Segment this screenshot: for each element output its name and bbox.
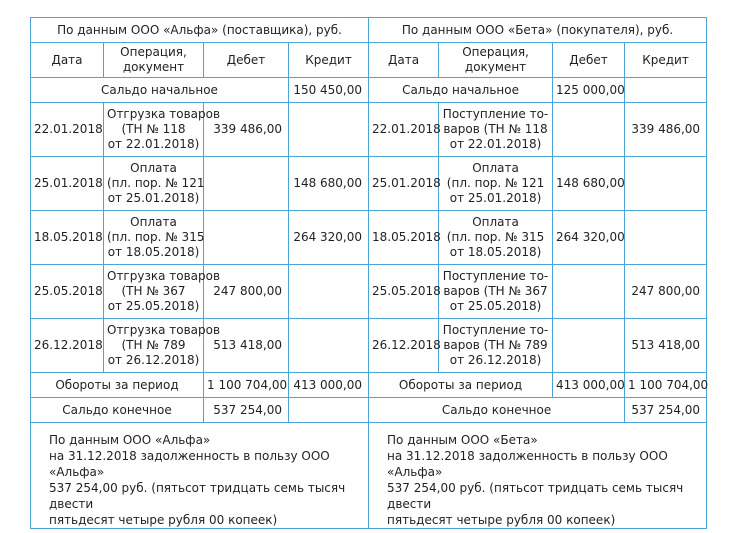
left-date: 22.01.2018 [31, 103, 104, 157]
left-opening-credit: 150 450,00 [289, 78, 369, 103]
operation-line: Отгрузка товаров [107, 107, 221, 121]
left-closing-debit: 537 254,00 [204, 398, 289, 423]
operation-line: Оплата [130, 161, 177, 175]
conclusion-line: 537 254,00 руб. (пятьсот тридцать семь тысяч двести [49, 481, 346, 511]
operation-line: от 18.05.2018) [107, 245, 200, 259]
operation-line: Поступление то- [442, 269, 549, 283]
right-debit: 148 680,00 [553, 157, 625, 211]
right-opening-credit [625, 78, 707, 103]
operation-header-line: документ [464, 60, 527, 74]
right-closing-label: Сальдо конечное [369, 398, 625, 423]
operation-line: варов (ТН № 789 [443, 338, 548, 352]
operation-line: от 25.01.2018) [107, 191, 200, 205]
operation-row [31, 319, 707, 373]
conclusion-line: По данным ООО «Бета» [387, 433, 538, 447]
operation-row [31, 103, 707, 157]
left-debit: 339 486,00 [204, 103, 289, 157]
left-credit: 264 320,00 [289, 211, 369, 265]
operation-line: Оплата [472, 215, 519, 229]
operation-line: от 25.05.2018) [107, 299, 200, 313]
conclusion-line: на 31.12.2018 задолженность в пользу ООО «Альфа» [49, 449, 330, 479]
left-credit [289, 103, 369, 157]
left-credit: 148 680,00 [289, 157, 369, 211]
operation-line: от 26.12.2018) [107, 353, 200, 367]
right-debit-header: Дебет [553, 43, 625, 78]
right-turnover-credit: 1 100 704,00 [625, 373, 707, 398]
right-debit [553, 265, 625, 319]
right-operation [439, 319, 553, 373]
closing-balance-row [31, 398, 707, 423]
operation-row [31, 157, 707, 211]
right-operation [439, 211, 553, 265]
operation-line: Оплата [130, 215, 177, 229]
left-closing-credit [289, 398, 369, 423]
operation-line: от 22.01.2018) [449, 137, 542, 151]
right-credit: 339 486,00 [625, 103, 707, 157]
left-date: 18.05.2018 [31, 211, 104, 265]
operation-line: варов (ТН № 118 [443, 122, 548, 136]
right-debit [553, 103, 625, 157]
left-date-header: Дата [31, 43, 104, 78]
left-date: 26.12.2018 [31, 319, 104, 373]
operation-line: Отгрузка товаров [107, 323, 221, 337]
left-credit [289, 319, 369, 373]
operation-line: (ТН № 367 [121, 284, 186, 298]
operation-line: Оплата [472, 161, 519, 175]
left-operation [104, 157, 204, 211]
operation-line: (ТН № 789 [121, 338, 186, 352]
right-credit-header: Кредит [625, 43, 707, 78]
operation-line: от 18.05.2018) [449, 245, 542, 259]
right-date: 26.12.2018 [369, 319, 439, 373]
right-credit: 247 800,00 [625, 265, 707, 319]
operation-line: (пл. пор. № 121 [446, 176, 545, 190]
right-credit [625, 157, 707, 211]
left-date: 25.01.2018 [31, 157, 104, 211]
operation-line: (пл. пор. № 121 [107, 176, 205, 190]
operation-line: Поступление то- [442, 323, 549, 337]
right-opening-debit: 125 000,00 [553, 78, 625, 103]
right-date: 25.05.2018 [369, 265, 439, 319]
operation-line: от 22.01.2018) [107, 137, 200, 151]
right-operation [439, 103, 553, 157]
left-debit-header: Дебет [204, 43, 289, 78]
conclusion-row [31, 423, 707, 529]
right-operation-header [439, 43, 553, 78]
operation-line: варов (ТН № 367 [443, 284, 548, 298]
reconciliation-table [30, 17, 707, 529]
operation-line: (ТН № 118 [121, 122, 186, 136]
right-opening-label: Сальдо начальное [369, 78, 553, 103]
section-header-row [31, 18, 707, 43]
right-date: 18.05.2018 [369, 211, 439, 265]
conclusion-line: на 31.12.2018 задолженность в пользу ООО «Альфа» [387, 449, 668, 479]
operation-header-line: Операция, [462, 45, 529, 59]
right-credit [625, 211, 707, 265]
operation-line: от 26.12.2018) [449, 353, 542, 367]
right-date: 22.01.2018 [369, 103, 439, 157]
operation-row [31, 211, 707, 265]
right-closing-credit: 537 254,00 [625, 398, 707, 423]
right-credit: 513 418,00 [625, 319, 707, 373]
conclusion-line: пятьдесят четыре рубля 00 копеек) [49, 513, 278, 527]
operation-header-line: Операция, [120, 45, 187, 59]
conclusion-line: 537 254,00 руб. (пятьсот тридцать семь тысяч двести [387, 481, 684, 511]
right-operation [439, 157, 553, 211]
operation-line: Поступление то- [442, 107, 549, 121]
right-turnover-debit: 413 000,00 [553, 373, 625, 398]
left-operation [104, 103, 221, 157]
right-section-title: По данным ООО «Бета» (покупателя), руб. [369, 18, 707, 43]
left-operation-header [104, 43, 204, 78]
right-conclusion [369, 423, 707, 529]
turnover-row [31, 373, 707, 398]
right-turnover-label: Обороты за период [369, 373, 553, 398]
operation-line: Отгрузка товаров [107, 269, 221, 283]
conclusion-line: пятьдесят четыре рубля 00 копеек) [387, 513, 616, 527]
left-closing-label: Сальдо конечное [31, 398, 204, 423]
left-conclusion [31, 423, 369, 529]
left-debit: 247 800,00 [204, 265, 289, 319]
column-header-row [31, 43, 707, 78]
left-operation [104, 265, 221, 319]
left-operation [104, 319, 221, 373]
left-debit: 513 418,00 [204, 319, 289, 373]
right-date-header: Дата [369, 43, 439, 78]
operation-header-line: документ [122, 60, 185, 74]
conclusion-line: По данным ООО «Альфа» [49, 433, 211, 447]
left-operation [104, 211, 204, 265]
left-turnover-credit: 413 000,00 [289, 373, 369, 398]
right-date: 25.01.2018 [369, 157, 439, 211]
operation-line: (пл. пор. № 315 [446, 230, 545, 244]
left-credit [289, 265, 369, 319]
right-debit [553, 319, 625, 373]
operation-row [31, 265, 707, 319]
opening-balance-row [31, 78, 707, 103]
right-debit: 264 320,00 [553, 211, 625, 265]
left-debit [204, 157, 289, 211]
left-debit [204, 211, 289, 265]
operation-line: от 25.05.2018) [449, 299, 542, 313]
operation-line: (пл. пор. № 315 [107, 230, 205, 244]
operation-line: от 25.01.2018) [449, 191, 542, 205]
left-turnover-label: Обороты за период [31, 373, 204, 398]
left-turnover-debit: 1 100 704,00 [204, 373, 289, 398]
left-credit-header: Кредит [289, 43, 369, 78]
right-operation [439, 265, 553, 319]
left-section-title: По данным ООО «Альфа» (поставщика), руб. [31, 18, 369, 43]
left-date: 25.05.2018 [31, 265, 104, 319]
left-opening-label: Сальдо начальное [31, 78, 289, 103]
